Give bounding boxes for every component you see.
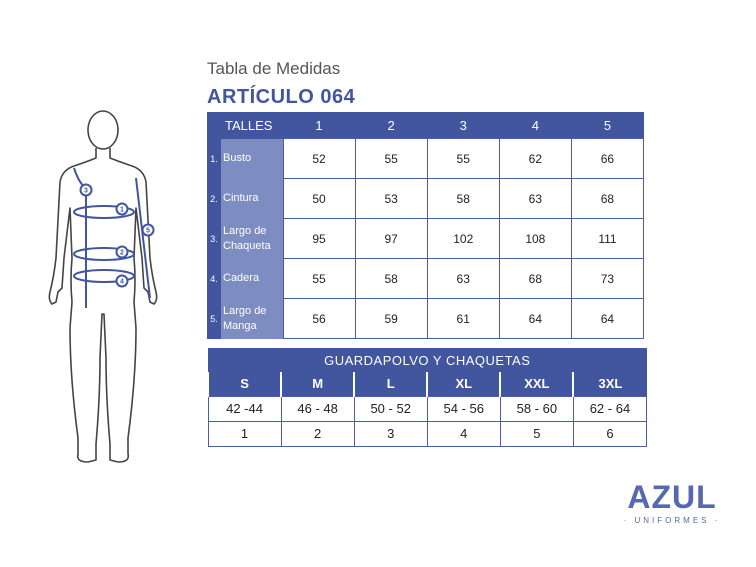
row-number: 3. xyxy=(207,219,221,259)
cell: 102 xyxy=(427,219,499,259)
cell: 66 xyxy=(571,139,643,179)
cell: 68 xyxy=(571,179,643,219)
size-table xyxy=(207,112,644,339)
size-header: 2 xyxy=(355,112,427,139)
range-row xyxy=(208,396,647,421)
marker-5: 5 xyxy=(146,227,150,235)
equivalence-caption: GUARDAPOLVO Y CHAQUETAS xyxy=(208,348,647,372)
cell: 73 xyxy=(571,259,643,299)
number-cell: 6 xyxy=(573,421,646,446)
size-header: 4 xyxy=(499,112,571,139)
cell: 53 xyxy=(355,179,427,219)
article-title: ARTÍCULO 064 xyxy=(207,86,356,108)
talles-label: TALLES xyxy=(221,112,283,139)
cell: 55 xyxy=(427,139,499,179)
brand-logo xyxy=(622,480,722,525)
cell: 62 xyxy=(499,139,571,179)
letter-size: XXL xyxy=(500,372,573,396)
cell: 58 xyxy=(355,259,427,299)
cell: 52 xyxy=(283,139,355,179)
row-label: Cintura xyxy=(221,179,283,219)
number-cell: 4 xyxy=(427,421,500,446)
table-row xyxy=(207,179,644,219)
row-number: 2. xyxy=(207,179,221,219)
cell: 63 xyxy=(427,259,499,299)
marker-1: 1 xyxy=(120,206,124,214)
logo-tagline: · UNIFORMES · xyxy=(623,516,721,525)
cell: 68 xyxy=(499,259,571,299)
range-cell: 42 -44 xyxy=(208,396,281,421)
marker-4: 4 xyxy=(120,278,124,286)
letter-size: XL xyxy=(427,372,500,396)
cell: 61 xyxy=(427,299,499,339)
cell: 64 xyxy=(571,299,643,339)
range-cell: 46 - 48 xyxy=(281,396,354,421)
number-cell: 5 xyxy=(500,421,573,446)
letter-size: M xyxy=(281,372,354,396)
row-label: Largo de Manga xyxy=(221,299,283,339)
cell: 64 xyxy=(499,299,571,339)
letter-size: 3XL xyxy=(573,372,646,396)
range-cell: 50 - 52 xyxy=(354,396,427,421)
row-label: Cadera xyxy=(221,259,283,299)
marker-3: 3 xyxy=(84,187,88,195)
size-header: 1 xyxy=(283,112,355,139)
cell: 55 xyxy=(355,139,427,179)
table-row xyxy=(207,259,644,299)
cell: 95 xyxy=(283,219,355,259)
cell: 63 xyxy=(499,179,571,219)
cell: 58 xyxy=(427,179,499,219)
cell: 97 xyxy=(355,219,427,259)
letter-size-row xyxy=(208,372,647,396)
range-cell: 62 - 64 xyxy=(573,396,646,421)
page-title: Tabla de Medidas xyxy=(207,59,341,78)
equivalence-table xyxy=(207,348,647,447)
size-table-header xyxy=(207,112,644,139)
range-cell: 54 - 56 xyxy=(427,396,500,421)
letter-size: S xyxy=(208,372,281,396)
row-number: 5. xyxy=(207,299,221,339)
range-cell: 58 - 60 xyxy=(500,396,573,421)
table-row xyxy=(207,219,644,259)
row-label: Largo de Chaqueta xyxy=(221,219,283,259)
number-row xyxy=(208,421,647,446)
number-cell: 3 xyxy=(354,421,427,446)
size-header: 5 xyxy=(571,112,643,139)
cell: 59 xyxy=(355,299,427,339)
cell: 55 xyxy=(283,259,355,299)
row-number: 1. xyxy=(207,139,221,179)
cell: 108 xyxy=(499,219,571,259)
cell: 111 xyxy=(571,219,643,259)
logo-name: AZUL xyxy=(627,479,717,515)
marker-2: 2 xyxy=(120,249,124,257)
number-cell: 2 xyxy=(281,421,354,446)
letter-size: L xyxy=(354,372,427,396)
cell: 50 xyxy=(283,179,355,219)
body-figure-icon xyxy=(40,108,180,468)
row-number: 4. xyxy=(207,259,221,299)
table-row xyxy=(207,139,644,179)
cell: 56 xyxy=(283,299,355,339)
size-header: 3 xyxy=(427,112,499,139)
row-label: Busto xyxy=(221,139,283,179)
number-cell: 1 xyxy=(208,421,281,446)
table-row xyxy=(207,299,644,339)
